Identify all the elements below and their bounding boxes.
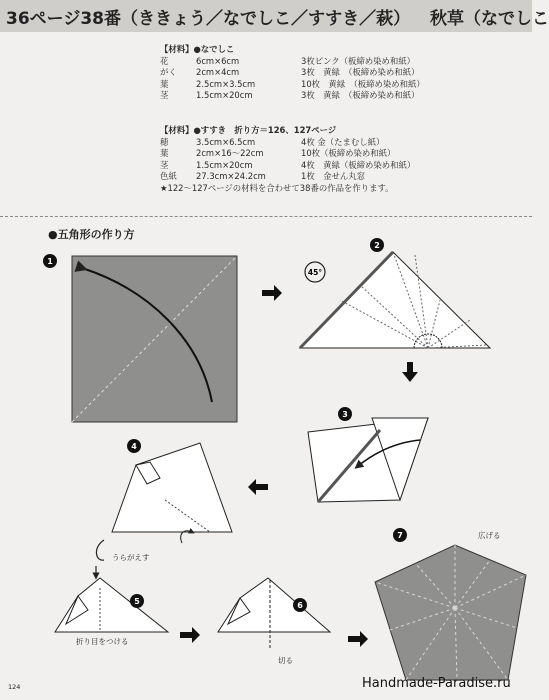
- materials-note: ★122〜127ページの材料を合わせて38番の作品を作ります。: [160, 182, 394, 193]
- step-1-badge: [43, 254, 57, 268]
- step-2-diagram: [300, 252, 490, 348]
- step-7-diagram: [375, 545, 526, 680]
- svg-text:5: 5: [134, 597, 140, 606]
- material-row: 穂 3.5cm×6.5cm 4枚 金（たまむし紙）: [160, 136, 385, 147]
- spread-label: 広げる: [478, 531, 501, 540]
- svg-text:4: 4: [131, 442, 137, 451]
- step-6-badge: [293, 598, 307, 612]
- materials-heading: 【材料】●なでしこ: [160, 44, 235, 54]
- section-title-right: 秋草（なでしこ: [430, 9, 549, 29]
- arrow-right-icon: [262, 285, 282, 301]
- step-2-badge: [370, 238, 384, 252]
- step-7-badge: [393, 528, 407, 542]
- svg-text:2: 2: [374, 241, 380, 250]
- step-5-badge: [130, 594, 144, 608]
- step-1-diagram: [72, 256, 237, 422]
- watermark: Handmade-Paradise.ru: [362, 676, 511, 691]
- svg-text:3: 3: [342, 410, 348, 419]
- turn-over-icon: [96, 540, 104, 576]
- arrow-right-icon: [180, 627, 200, 643]
- material-row: 葉 2.5cm×3.5cm 10枚 黄緑 （板締め染め和紙）: [160, 78, 425, 89]
- arrow-down-icon: [402, 362, 418, 382]
- angle-45-icon: [305, 262, 325, 282]
- materials-heading: 【材料】●すすき 折り方＝126、127ページ: [160, 125, 337, 135]
- material-row: 色紙 27.3cm×24.2cm 1枚 金せん丸窓: [160, 171, 365, 181]
- cut-label: 切る: [278, 656, 293, 665]
- material-row: がく 2cm×4cm 3枚 黄緑 （板締め染め和紙）: [160, 67, 420, 77]
- material-row: 花 6cm×6cm 3枚ピンク（板締め染め和紙）: [160, 55, 416, 66]
- page-title: 36ページ38番（ききょう／なでしこ／すすき／萩）: [6, 9, 411, 29]
- crease-label: 折り目をつける: [76, 637, 129, 646]
- material-row: 葉 2cm×16〜22cm 10枚（板締め染め和紙）: [160, 148, 396, 158]
- svg-text:7: 7: [397, 531, 403, 540]
- arrow-right-icon: [348, 631, 368, 647]
- material-row: 茎 1.5cm×20cm 4枚 黄緑（板締め染め和紙）: [160, 159, 416, 170]
- svg-text:45°: 45°: [307, 268, 323, 277]
- arrow-left-icon: [248, 479, 268, 495]
- step-3-diagram: [308, 418, 428, 502]
- material-row: 茎 1.5cm×20cm 3枚 黄緑 （板締め染め和紙）: [160, 90, 420, 100]
- step-5-diagram: [55, 578, 168, 632]
- section-heading: ●五角形の作り方: [48, 228, 135, 241]
- turn-over-label: うらがえす: [112, 553, 150, 562]
- step-4-badge: [127, 439, 141, 453]
- step-3-badge: [338, 407, 352, 421]
- step-4-diagram: [112, 443, 232, 543]
- step-6-diagram: [218, 578, 330, 650]
- svg-text:6: 6: [297, 601, 303, 610]
- page-number: 124: [8, 683, 21, 691]
- svg-text:1: 1: [47, 257, 53, 266]
